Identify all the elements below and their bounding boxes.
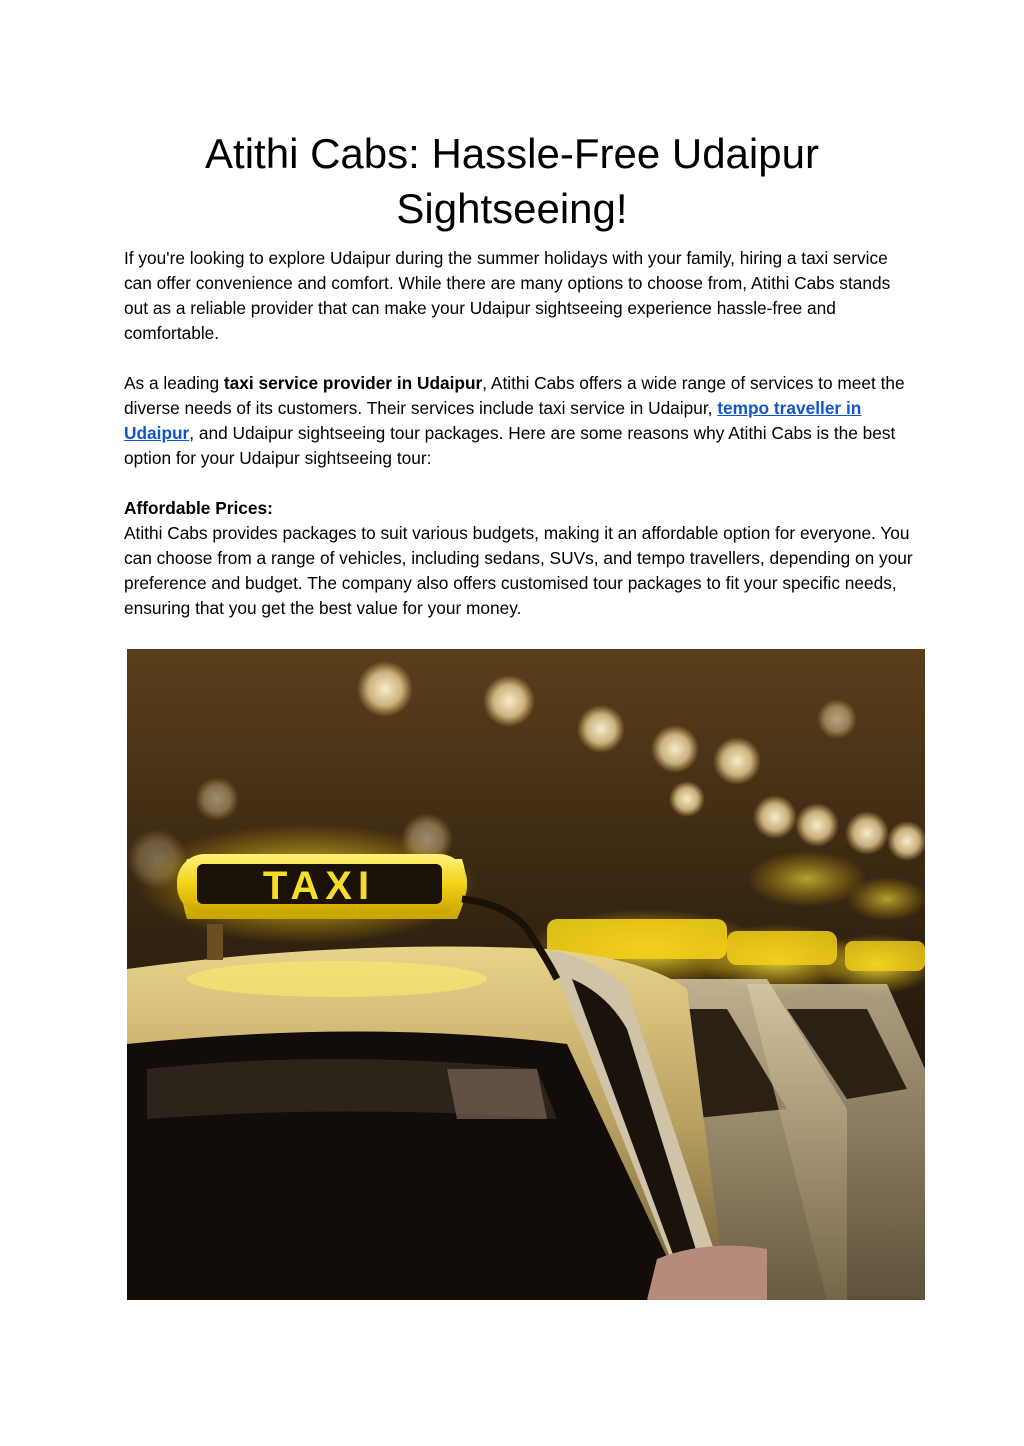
services-lead-text: As a leading [124,373,224,393]
affordable-prices-section [124,496,914,621]
services-middle-text: , Atithi Cabs offers a wide range of services to meet the diverse needs of its customers. Their services include taxi service in Udaipur, [124,373,905,418]
section-heading: Affordable Prices: [124,498,273,518]
tempo-traveller-link[interactable]: tempo traveller in Udaipur [124,398,862,443]
intro-paragraph: If you're looking to explore Udaipur during the summer holidays with your family, hiring a taxi service can offer convenience and comfort. While there are many options to choose from, Atithi Cabs stands out as a reliable provider that can make your Udaipur sightseeing experience hassle-free and comfortable. [124,248,891,343]
services-tail-text: , and Udaipur sightseeing tour packages. Here are some reasons why Atithi Cabs is the best option for your Udaipur sightseeing tour: [124,423,896,468]
taxi-sign-text: TAXI [262,864,376,908]
main-taxi-car [127,947,767,1301]
page-title: Atithi Cabs: Hassle-Free Udaipur Sightseeing! [205,130,819,232]
services-bold-text: taxi service provider in Udaipur [223,373,483,393]
section-body: Atithi Cabs provides packages to suit various budgets, making it an affordable option for everyone. You can choose from a range of vehicles, including sedans, SUVs, and tempo travellers, depending on your preference and budget. The company also offers customised tour packages to fit your specific needs, ensuring that you get the best value for your money. [124,523,913,618]
taxi-photo [127,649,925,1300]
services-paragraph [124,371,914,471]
